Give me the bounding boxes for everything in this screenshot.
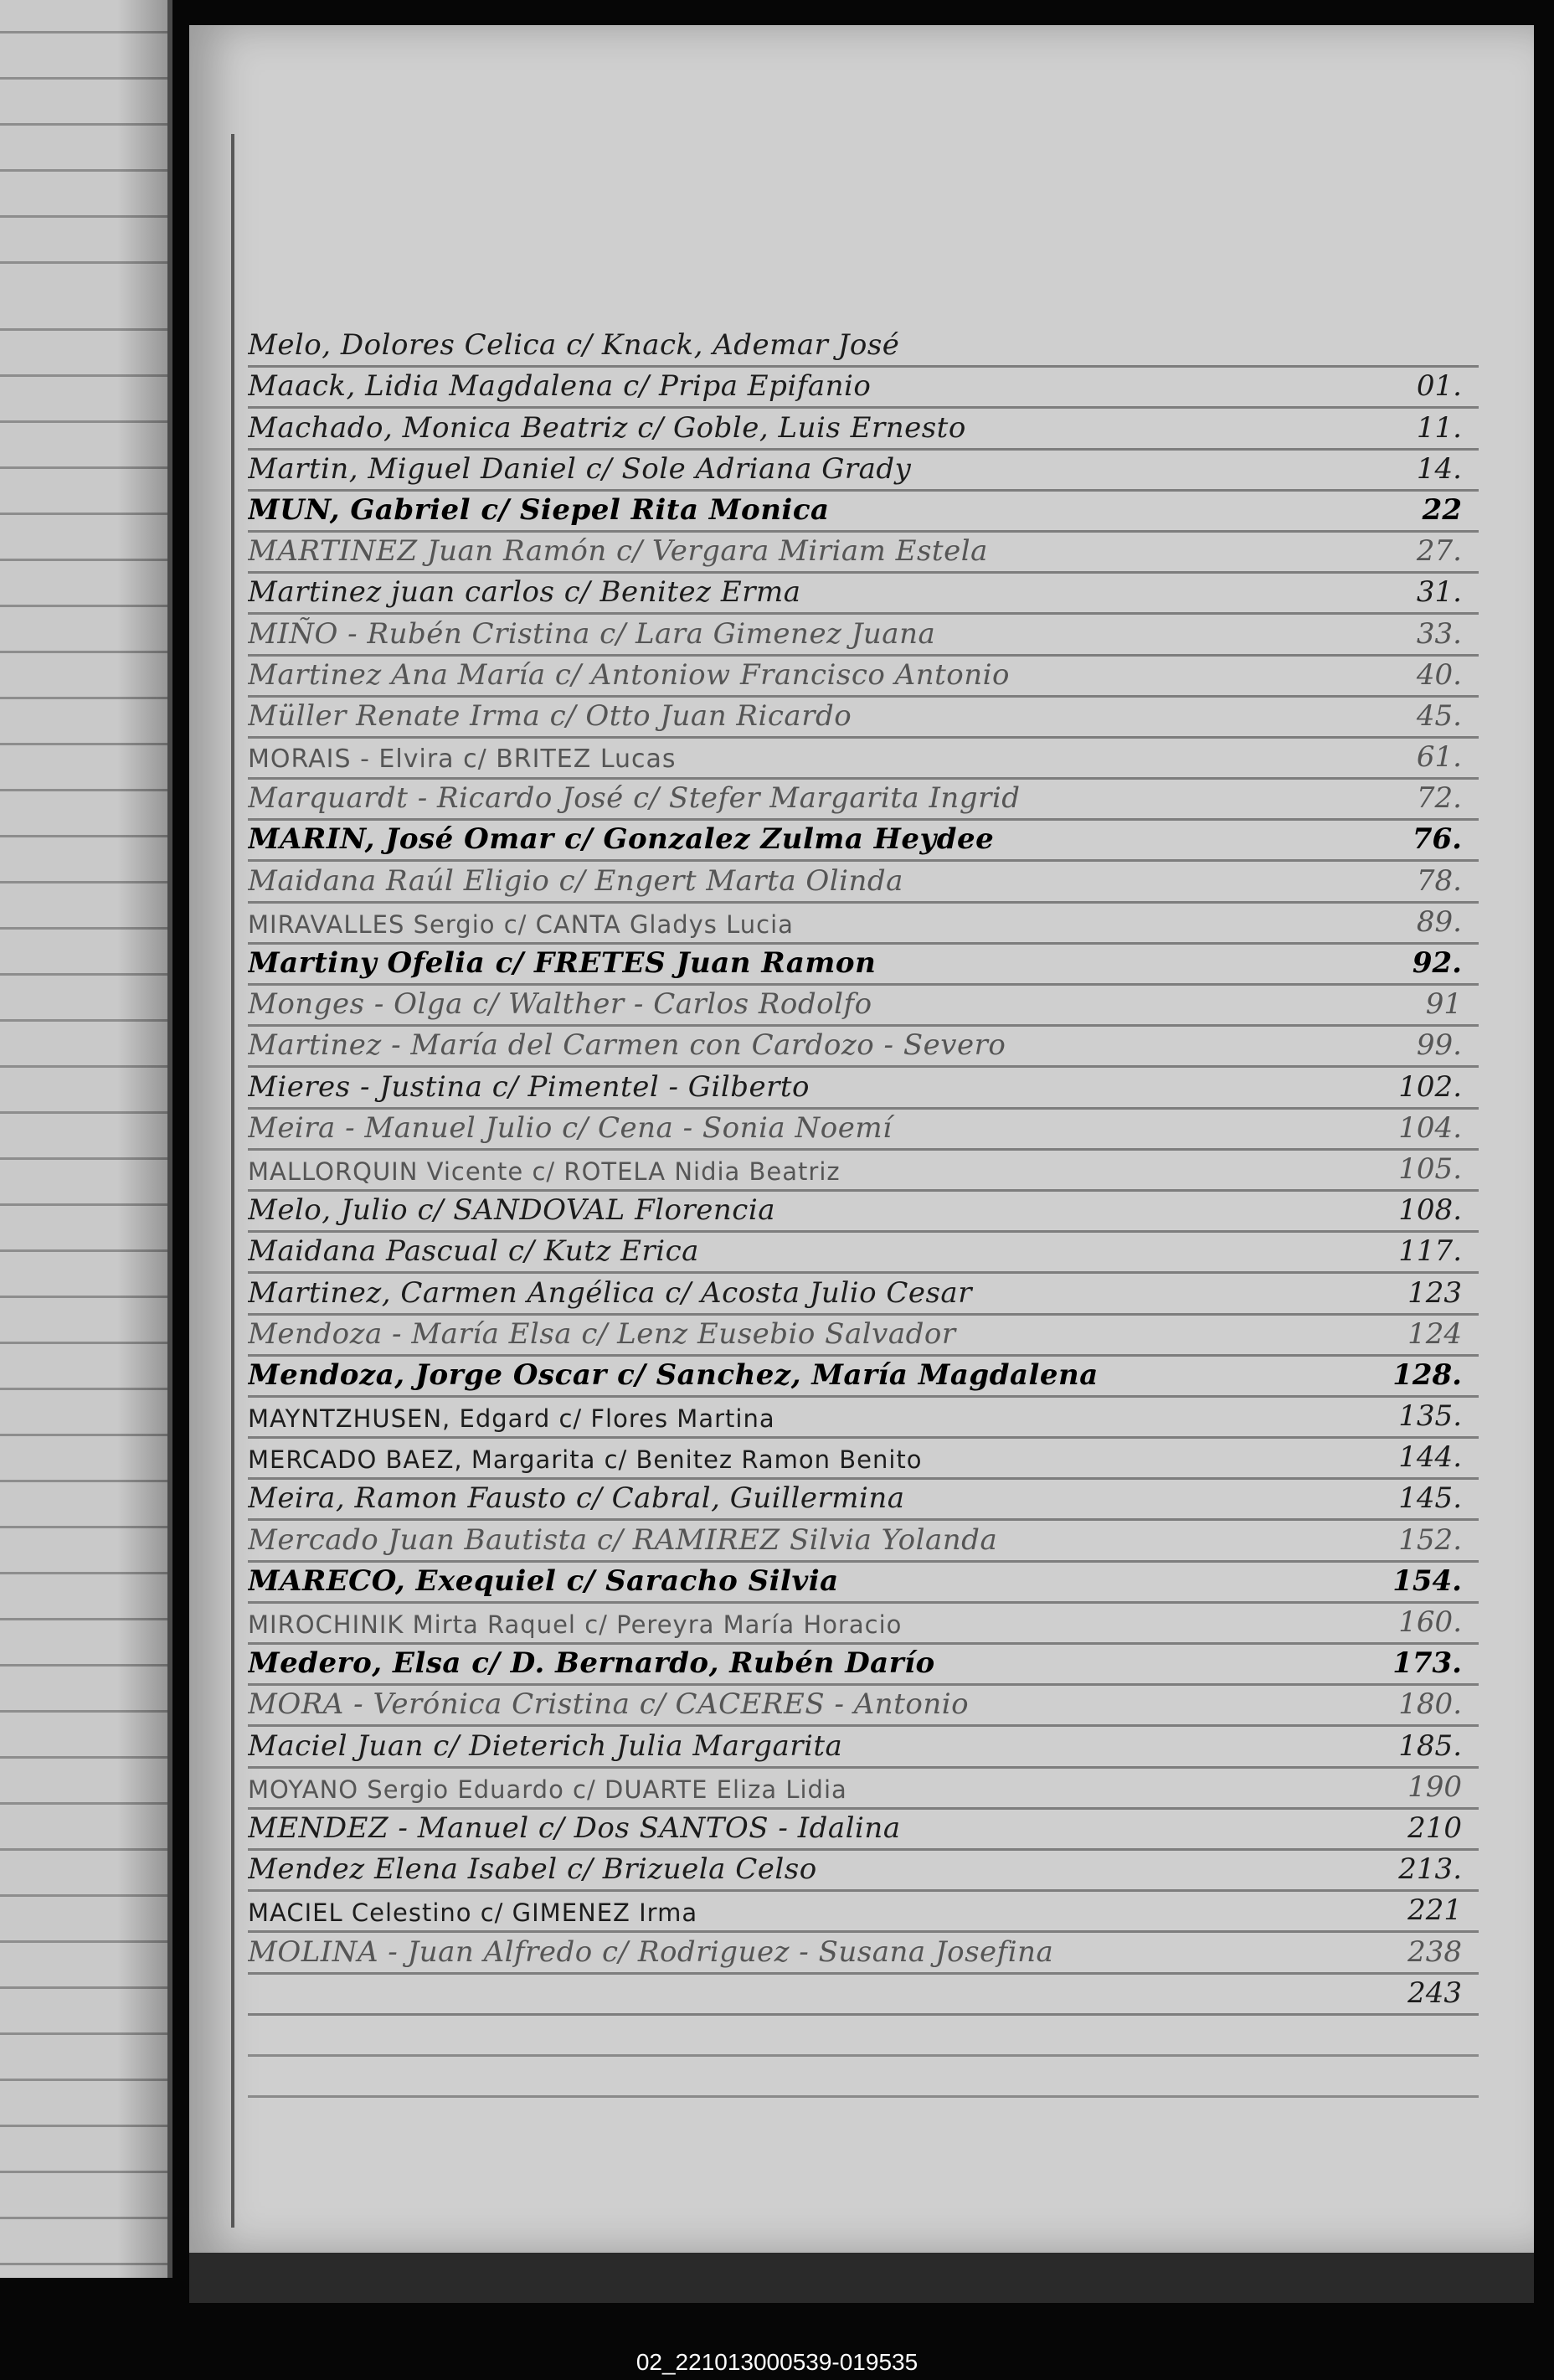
entry-names: Monges - Olga c/ Walther - Carlos Rodolfo <box>248 987 872 1022</box>
entry-number: 40. <box>1416 657 1462 692</box>
page-gutter-shadow <box>117 0 167 2278</box>
entry-names: Medero, Elsa c/ D. Bernardo, Rubén Darío <box>248 1646 935 1681</box>
ledger-row <box>248 1851 1479 1892</box>
ledger-row <box>248 1110 1479 1151</box>
ledger-row <box>248 492 1479 533</box>
entry-names: Machado, Monica Beatriz c/ Goble, Luis Ernesto <box>248 410 966 445</box>
entry-names: Mercado Juan Bautista c/ RAMIREZ Silvia Yolanda <box>248 1522 998 1557</box>
entry-number: 27. <box>1416 534 1462 569</box>
entry-names: MARTINEZ Juan Ramón c/ Vergara Miriam Estela <box>248 534 988 569</box>
entry-number: 11. <box>1416 410 1462 445</box>
entry-number: 99. <box>1416 1028 1462 1063</box>
entry-number: 238 <box>1407 1934 1462 1969</box>
blank-ruled-line <box>248 2016 1479 2057</box>
entry-names: MOYANO Sergio Eduardo c/ DUARTE Eliza Lidia <box>248 1775 847 1804</box>
entry-names: Melo, Julio c/ SANDOVAL Florencia <box>248 1193 775 1228</box>
entry-number: 61. <box>1416 740 1462 775</box>
ledger-row <box>248 821 1479 862</box>
entry-names: MALLORQUIN Vicente c/ ROTELA Nidia Beatriz <box>248 1157 841 1186</box>
ledger-row <box>248 451 1479 492</box>
entry-number: 213. <box>1398 1852 1462 1887</box>
ledger-row <box>248 780 1479 821</box>
entry-names: MACIEL Celestino c/ GIMENEZ Irma <box>248 1898 698 1928</box>
entry-names: MAYNTZHUSEN, Edgard c/ Flores Martina <box>248 1404 775 1434</box>
entry-names: MERCADO BAEZ, Margarita c/ Benitez Ramon Benito <box>248 1445 923 1475</box>
entry-names: Martinez juan carlos c/ Benitez Erma <box>248 575 801 610</box>
ledger-row <box>248 1810 1479 1851</box>
entry-number: 102. <box>1398 1069 1462 1104</box>
entry-names: Mendoza - María Elsa c/ Lenz Eusebio Salvador <box>248 1316 956 1351</box>
entry-names: Marquardt - Ricardo José c/ Stefer Margarita Ingrid <box>248 781 1021 816</box>
ledger-row <box>248 1563 1479 1604</box>
ledger-row <box>248 327 1479 368</box>
ledger-row <box>248 1686 1479 1727</box>
entry-names: Mendez Elena Isabel c/ Brizuela Celso <box>248 1852 817 1887</box>
entry-number: 221 <box>1407 1893 1462 1928</box>
entry-number: 01. <box>1416 369 1462 404</box>
entry-names: Maidana Raúl Eligio c/ Engert Marta Olinda <box>248 863 903 898</box>
ledger-entries <box>248 327 1479 2098</box>
entry-number: 154. <box>1392 1563 1462 1598</box>
ledger-row <box>248 1480 1479 1521</box>
entry-number: 185. <box>1398 1728 1462 1763</box>
entry-number: 33. <box>1416 616 1462 651</box>
entry-names: Maack, Lidia Magdalena c/ Pripa Epifanio <box>248 369 872 404</box>
ledger-row <box>248 409 1479 450</box>
entry-names: Martin, Miguel Daniel c/ Sole Adriana Grady <box>248 451 912 486</box>
entry-number: 22 <box>1422 492 1462 527</box>
entry-names: Melo, Dolores Celica c/ Knack, Ademar José <box>248 328 900 363</box>
entry-names: Martinez Ana María c/ Antoniow Francisco Antonio <box>248 657 1010 692</box>
entry-number: 123 <box>1407 1275 1462 1310</box>
entry-names: MIÑO - Rubén Cristina c/ Lara Gimenez Juana <box>248 616 936 651</box>
entry-names: Meira - Manuel Julio c/ Cena - Sonia Noemí <box>248 1110 893 1145</box>
entry-number: 180. <box>1398 1687 1462 1722</box>
entry-names: MORA - Verónica Cristina c/ CACERES - Antonio <box>248 1687 970 1722</box>
entry-names: Meira, Ramon Fausto c/ Cabral, Guillermina <box>248 1481 905 1516</box>
entry-names: MUN, Gabriel c/ Siepel Rita Monica <box>248 492 830 527</box>
entry-number: 243 <box>1407 1976 1462 2010</box>
ledger-row <box>248 739 1479 780</box>
previous-page-edge <box>0 0 172 2278</box>
ledger-row <box>248 1274 1479 1315</box>
scan-caption: 02_221013000539-019535 <box>635 2349 919 2375</box>
entry-number: 105. <box>1398 1151 1462 1186</box>
ledger-row <box>248 615 1479 656</box>
entry-names: MOLINA - Juan Alfredo c/ Rodriguez - Susana Josefina <box>248 1934 1054 1969</box>
entry-names: MORAIS - Elvira c/ BRITEZ Lucas <box>248 744 677 775</box>
entry-names: MARIN, José Omar c/ Gonzalez Zulma Heydee <box>248 822 995 857</box>
entry-number: 144. <box>1398 1440 1462 1475</box>
blank-ruled-line <box>248 2057 1479 2098</box>
ledger-row <box>248 1604 1479 1645</box>
ledger-row <box>248 986 1479 1027</box>
entry-number: 145. <box>1398 1481 1462 1516</box>
entry-number: 152. <box>1398 1522 1462 1557</box>
entry-number: 210 <box>1407 1811 1462 1845</box>
ledger-row <box>248 1727 1479 1768</box>
entry-names: MIRAVALLES Sergio c/ CANTA Gladys Lucia <box>248 909 794 939</box>
scan-bottom-strip <box>189 2253 1534 2303</box>
ledger-row <box>248 368 1479 409</box>
entry-number: 160. <box>1398 1605 1462 1639</box>
entry-number: 45. <box>1416 698 1462 733</box>
entry-names: Martinez - María del Carmen con Cardozo - Severo <box>248 1028 1006 1063</box>
ledger-row <box>248 1233 1479 1274</box>
entry-number: 72. <box>1416 781 1462 816</box>
entry-names: Martinez, Carmen Angélica c/ Acosta Julio Cesar <box>248 1275 972 1310</box>
entry-names: MARECO, Exequiel c/ Saracho Silvia <box>248 1563 839 1598</box>
ledger-row <box>248 1068 1479 1109</box>
entry-names: Maidana Pascual c/ Kutz Erica <box>248 1234 699 1269</box>
ledger-row <box>248 1398 1479 1439</box>
ledger-row <box>248 1892 1479 1933</box>
entry-number: 31. <box>1416 575 1462 610</box>
ledger-row <box>248 1975 1479 2016</box>
entry-number: 128. <box>1392 1357 1462 1392</box>
entry-names: MENDEZ - Manuel c/ Dos SANTOS - Idalina <box>248 1811 901 1845</box>
ledger-row <box>248 1151 1479 1192</box>
entry-number: 124 <box>1407 1316 1462 1351</box>
ledger-row <box>248 1933 1479 1974</box>
ledger-row <box>248 904 1479 945</box>
ledger-row <box>248 1439 1479 1480</box>
ledger-row <box>248 945 1479 986</box>
entry-names: Martiny Ofelia c/ FRETES Juan Ramon <box>248 946 877 980</box>
ledger-row <box>248 574 1479 615</box>
ledger-row <box>248 533 1479 574</box>
ledger-row <box>248 1521 1479 1562</box>
entry-names: Müller Renate Irma c/ Otto Juan Ricardo <box>248 698 852 733</box>
ledger-row <box>248 1027 1479 1068</box>
entry-number: 14. <box>1416 451 1462 486</box>
ledger-row <box>248 1645 1479 1686</box>
entry-number: 78. <box>1416 863 1462 898</box>
entry-number: 92. <box>1412 946 1462 980</box>
entry-number: 117. <box>1398 1234 1462 1269</box>
ledger-row <box>248 1357 1479 1398</box>
ledger-page <box>189 25 1534 2253</box>
entry-number: 135. <box>1398 1399 1462 1434</box>
entry-number: 108. <box>1398 1193 1462 1228</box>
entry-number: 89. <box>1416 904 1462 939</box>
ledger-row <box>248 862 1479 903</box>
margin-line <box>231 134 234 2228</box>
entry-names: Mieres - Justina c/ Pimentel - Gilberto <box>248 1069 810 1104</box>
entry-names: Maciel Juan c/ Dieterich Julia Margarita <box>248 1728 843 1763</box>
entry-names: MIROCHINIK Mirta Raquel c/ Pereyra María Horacio <box>248 1610 903 1639</box>
ledger-row <box>248 1316 1479 1357</box>
entry-number: 104. <box>1398 1110 1462 1145</box>
ledger-row <box>248 698 1479 739</box>
entry-number: 91 <box>1425 987 1462 1022</box>
entry-number: 190 <box>1407 1770 1462 1804</box>
entry-number: 173. <box>1392 1646 1462 1681</box>
ledger-row <box>248 1192 1479 1233</box>
entry-number: 76. <box>1412 822 1462 857</box>
ledger-row <box>248 1769 1479 1810</box>
ledger-row <box>248 657 1479 698</box>
entry-names: Mendoza, Jorge Oscar c/ Sanchez, María Magdalena <box>248 1357 1099 1392</box>
